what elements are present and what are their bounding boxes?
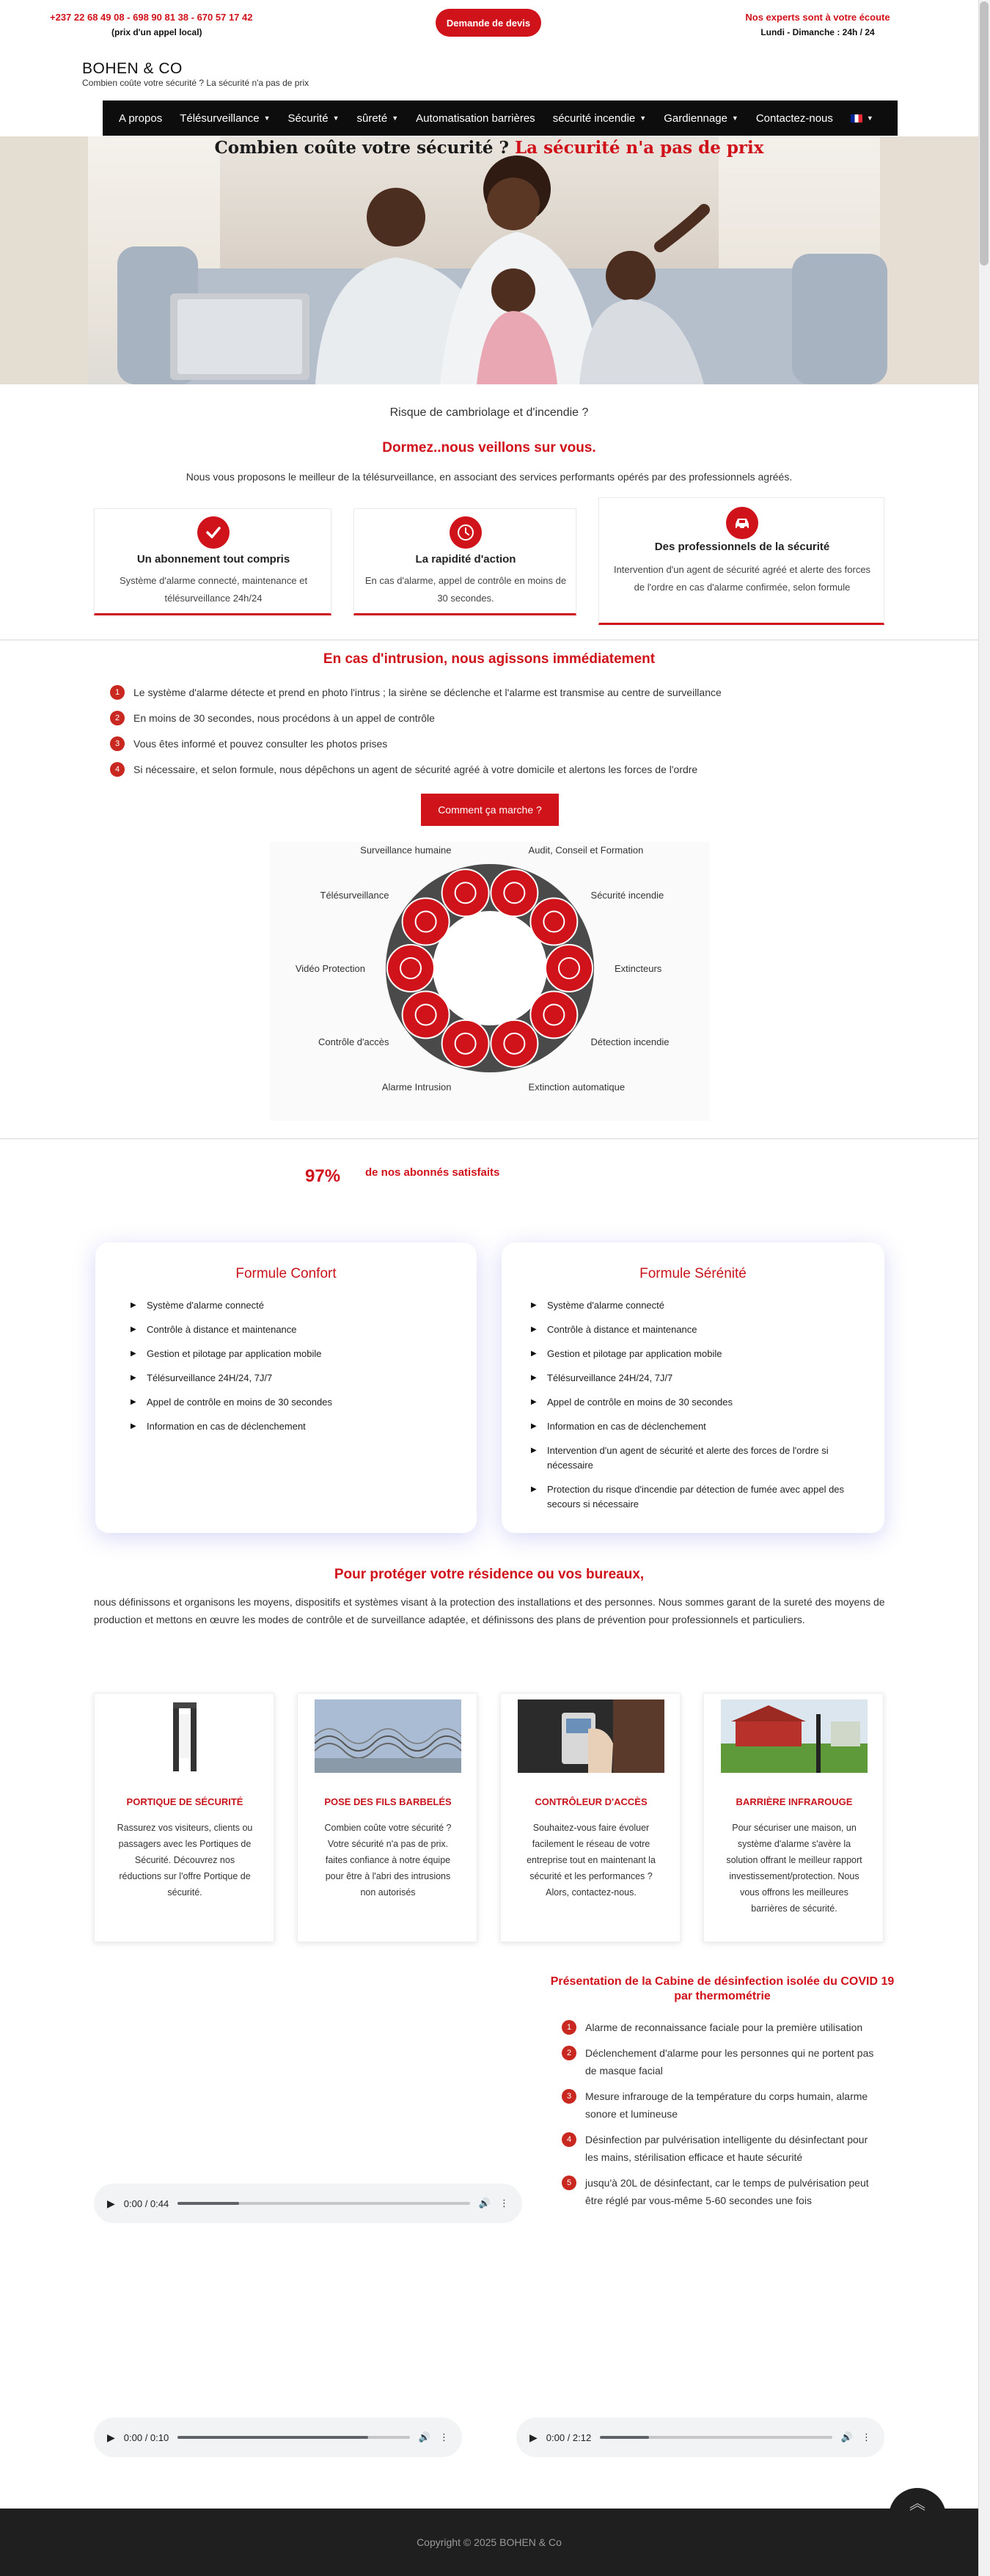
covid-item bbox=[562, 2019, 883, 2036]
item-text: Mesure infrarouge de la température du corps humain, alarme sonore et lumineuse bbox=[585, 2090, 868, 2120]
formula-item: ▶ Appel de contrôle en moins de 30 secondes bbox=[131, 1395, 453, 1410]
service-icon-circle bbox=[491, 869, 538, 916]
feature-text: Intervention d'un agent de sécurité agréé et alerte des forces de l'ordre en cas d'alarme confirmée, selon formule bbox=[613, 564, 871, 593]
caret-down-icon: ▼ bbox=[731, 114, 738, 122]
item-text: Désinfection par pulvérisation intelligente du désinfectant pour les mains, stérilisation efficace et haute sécurité bbox=[585, 2134, 868, 2163]
service-label: Télésurveillance bbox=[320, 890, 389, 901]
service-icon-circle bbox=[491, 1020, 538, 1067]
item-text: Alarme de reconnaissance faciale pour la première utilisation bbox=[585, 2021, 863, 2033]
item-number: 1 bbox=[562, 2020, 576, 2035]
product-text: Rassurez vos visiteurs, clients ou passagers avec les Portiques de Sécurité. Découvrez nos réductions sur l'offre Portique de sécurité. bbox=[117, 1823, 253, 1898]
step-text: En moins de 30 secondes, nous procédons à un appel de contrôle bbox=[133, 712, 435, 724]
product-text: Pour sécuriser une maison, un système d'alarme s'avère la solution offrant le meilleur rapport investissement/protection. Nous vous offrons les meilleures barrières de sécurité. bbox=[726, 1823, 862, 1914]
wheel-center bbox=[433, 911, 547, 1025]
formula-item: ▶ Information en cas de déclenchement bbox=[531, 1419, 868, 1434]
language-selector[interactable] bbox=[842, 100, 882, 136]
service-icon-circle bbox=[403, 991, 450, 1038]
audio-progress-fill bbox=[600, 2436, 648, 2439]
formula-list bbox=[531, 1298, 868, 1521]
formula-item: ▶ Télésurveillance 24H/24, 7J/7 bbox=[131, 1371, 453, 1386]
service-label: Vidéo Protection bbox=[295, 963, 365, 974]
product-card-portique[interactable] bbox=[94, 1693, 274, 1942]
intrusion-step bbox=[110, 762, 697, 777]
nav-item-7[interactable] bbox=[747, 100, 842, 136]
nav-item-0[interactable] bbox=[110, 100, 171, 136]
copyright-text: Copyright © 2025 BOHEN & Co bbox=[417, 2536, 562, 2548]
service-icon-circle bbox=[442, 869, 489, 916]
formula-item: ▶ Gestion et pilotage par application mobile bbox=[531, 1347, 868, 1361]
service-icon-circle bbox=[387, 945, 434, 992]
main-nav bbox=[103, 100, 898, 136]
product-title: POSE DES FILS BARBELÉS bbox=[324, 1796, 452, 1807]
service-icon-circle bbox=[442, 1020, 489, 1067]
step-number: 1 bbox=[110, 685, 125, 700]
nav-item-label: Sécurité bbox=[287, 111, 329, 125]
feature-card-subscription bbox=[94, 508, 331, 615]
access-control-image bbox=[518, 1699, 664, 1773]
covid-title: Présentation de la Cabine de désinfection isolée du COVID 19 par thermométrie bbox=[550, 1975, 895, 2002]
formula-item: ▶ Télésurveillance 24H/24, 7J/7 bbox=[531, 1371, 868, 1386]
product-card-infrared[interactable] bbox=[703, 1693, 884, 1942]
header-phones[interactable]: +237 22 68 49 08 - 698 90 81 38 - 670 57 17 42 bbox=[50, 12, 253, 23]
service-label: Extincteurs bbox=[615, 963, 662, 974]
audio-progress[interactable] bbox=[177, 2436, 410, 2439]
feature-text: Système d'alarme connecté, maintenance et télésurveillance 24h/24 bbox=[119, 575, 308, 604]
intrusion-step bbox=[110, 685, 722, 700]
feature-card-speed bbox=[353, 508, 576, 615]
double-chevron-up-icon: ︽ bbox=[909, 2494, 925, 2513]
volume-icon[interactable]: 🔊 bbox=[840, 2432, 853, 2443]
caret-down-icon: ▼ bbox=[392, 114, 399, 122]
nav-item-label: Télésurveillance bbox=[180, 111, 260, 125]
service-icon-circle bbox=[530, 991, 577, 1038]
hero-title bbox=[0, 138, 978, 158]
item-number: 4 bbox=[562, 2132, 576, 2147]
intro-headline: Dormez..nous veillons sur vous. bbox=[382, 440, 596, 455]
site-footer bbox=[0, 2509, 978, 2576]
step-number: 3 bbox=[110, 736, 125, 751]
more-options-icon[interactable]: ⋮ bbox=[862, 2432, 871, 2443]
barbed-wire-image bbox=[315, 1699, 461, 1773]
more-options-icon[interactable]: ⋮ bbox=[499, 2198, 509, 2209]
service-label: Détection incendie bbox=[590, 1036, 670, 1047]
nav-item-4[interactable] bbox=[407, 100, 544, 136]
security-gate-image bbox=[111, 1699, 258, 1773]
caret-down-icon: ▼ bbox=[332, 114, 340, 122]
clock-icon bbox=[450, 516, 482, 549]
how-it-works-button[interactable]: Comment ça marche ? bbox=[421, 794, 559, 826]
service-icon-circle bbox=[530, 899, 577, 945]
infrared-barrier-image bbox=[721, 1699, 868, 1773]
service-label: Sécurité incendie bbox=[590, 890, 664, 901]
caret-down-icon: ▼ bbox=[639, 114, 647, 122]
feature-title: Un abonnement tout compris bbox=[136, 553, 290, 566]
volume-icon[interactable]: 🔊 bbox=[418, 2432, 430, 2443]
nav-item-label: Gardiennage bbox=[664, 111, 727, 125]
feature-title: La rapidité d'action bbox=[415, 553, 516, 566]
item-number: 5 bbox=[562, 2176, 576, 2190]
service-label: Extinction automatique bbox=[528, 1081, 626, 1093]
audio-player[interactable] bbox=[94, 2184, 522, 2223]
play-icon[interactable]: ▶ bbox=[107, 2431, 115, 2443]
page-scrollbar[interactable] bbox=[978, 0, 990, 2576]
play-icon[interactable]: ▶ bbox=[529, 2431, 538, 2443]
nav-item-2[interactable] bbox=[279, 100, 348, 136]
product-title: PORTIQUE DE SÉCURITÉ bbox=[126, 1796, 243, 1807]
feature-title: Des professionnels de la sécurité bbox=[654, 541, 830, 553]
product-text: Souhaitez-vous faire évoluer facilement le réseau de votre entreprise tout en maintenant la sécurité et les performances ? Alors, contactez-nous. bbox=[527, 1823, 656, 1898]
formula-card-serenite bbox=[502, 1243, 884, 1533]
audio-time: 0:00 / 0:10 bbox=[123, 2432, 169, 2443]
hero-family-illustration bbox=[0, 136, 978, 384]
nav-item-5[interactable] bbox=[544, 100, 656, 136]
formula-item: ▶ Information en cas de déclenchement bbox=[131, 1419, 453, 1434]
step-text: Si nécessaire, et selon formule, nous dépêchons un agent de sécurité agréé à votre domicile et alertons les forces de l'ordre bbox=[133, 764, 698, 775]
covid-item bbox=[562, 2131, 883, 2166]
site-title[interactable]: BOHEN & CO bbox=[82, 60, 183, 77]
service-icon-circle bbox=[403, 899, 450, 945]
formula-item: ▶ Gestion et pilotage par application mobile bbox=[131, 1347, 453, 1361]
item-number: 2 bbox=[562, 2046, 576, 2060]
services-wheel bbox=[270, 842, 710, 1121]
step-text: Vous êtes informé et pouvez consulter les photos prises bbox=[133, 738, 388, 750]
product-title: CONTRÔLEUR D'ACCÈS bbox=[535, 1796, 648, 1807]
nav-item-label: A propos bbox=[119, 111, 163, 125]
audio-progress[interactable] bbox=[177, 2202, 470, 2205]
audio-progress-fill bbox=[177, 2202, 239, 2205]
hero-title-red: La sécurité n'a pas de prix bbox=[515, 138, 764, 158]
hero-banner bbox=[0, 136, 978, 384]
car-icon bbox=[726, 507, 758, 539]
service-label: Contrôle d'accès bbox=[318, 1036, 389, 1047]
quote-button[interactable]: Demande de devis bbox=[436, 9, 541, 37]
product-text: Combien coûte votre sécurité ? Votre sécurité n'a pas de prix. faites confiance à notre équipe pour être à l'abri des intrusions non autorisés bbox=[324, 1823, 452, 1898]
header-phones-note: (prix d'un appel local) bbox=[111, 27, 202, 37]
service-label: Surveillance humaine bbox=[360, 844, 452, 856]
formula-item: ▶ Intervention d'un agent de sécurité et alerte des forces de l'ordre si nécessaire bbox=[531, 1443, 868, 1473]
formula-item: ▶ Contrôle à distance et maintenance bbox=[531, 1322, 868, 1337]
step-number: 2 bbox=[110, 711, 125, 725]
more-options-icon[interactable]: ⋮ bbox=[439, 2432, 449, 2443]
audio-progress[interactable] bbox=[600, 2436, 832, 2439]
formula-list bbox=[131, 1298, 453, 1443]
audio-player[interactable] bbox=[94, 2418, 462, 2457]
protect-title: Pour protéger votre résidence ou vos bureaux, bbox=[334, 1567, 645, 1582]
intrusion-title: En cas d'intrusion, nous agissons immédiatement bbox=[323, 651, 656, 667]
feature-card-professionals bbox=[598, 497, 884, 625]
hero-title-black: Combien coûte votre sécurité ? bbox=[214, 138, 509, 158]
formula-item: ▶ Protection du risque d'incendie par détection de fumée avec appel des secours si nécessaire bbox=[531, 1482, 868, 1512]
nav-item-3[interactable] bbox=[348, 100, 407, 136]
intrusion-step bbox=[110, 736, 387, 751]
nav-item-1[interactable] bbox=[171, 100, 279, 136]
volume-icon[interactable]: 🔊 bbox=[478, 2198, 491, 2209]
formula-item: ▶ Appel de contrôle en moins de 30 secondes bbox=[531, 1395, 868, 1410]
service-icon-circle bbox=[546, 945, 593, 992]
product-card-barbed-wire[interactable] bbox=[297, 1693, 477, 1942]
play-icon[interactable]: ▶ bbox=[107, 2197, 115, 2209]
site-tagline: Combien coûte votre sécurité ? La sécurité n'a pas de prix bbox=[82, 78, 309, 88]
nav-item-label: Contactez-nous bbox=[755, 111, 833, 125]
intro-question: Risque de cambriolage et d'incendie ? bbox=[389, 406, 589, 419]
formula-item: ▶ Système d'alarme connecté bbox=[131, 1298, 453, 1313]
step-text: Le système d'alarme détecte et prend en photo l'intrus ; la sirène se déclenche et l'alarme est transmise au centre de surveillance bbox=[133, 687, 722, 698]
nav-item-label: Automatisation barrières bbox=[416, 111, 535, 125]
formula-item: ▶ Système d'alarme connecté bbox=[531, 1298, 868, 1313]
formula-title: Formule Sérénité bbox=[639, 1266, 747, 1281]
audio-progress-fill bbox=[177, 2436, 368, 2439]
caret-down-icon: ▼ bbox=[866, 114, 873, 122]
nav-item-label: sécurité incendie bbox=[552, 111, 636, 125]
protect-text: nous définissons et organisons les moyens, dispositifs et systèmes visant à la protection des installations et des personnes. Nous sommes garant de la sureté des moyens de production et mettons en œuvre les modes de contrôle et de surveillance adaptée, et définissons des plans de prévention pour professionnels et particuliers. bbox=[94, 1596, 885, 1625]
product-card-access-control[interactable] bbox=[500, 1693, 681, 1942]
item-text: Déclenchement d'alarme pour les personnes qui ne portent pas de masque facial bbox=[585, 2047, 874, 2076]
nav-item-label: sûreté bbox=[356, 111, 388, 125]
covid-item bbox=[562, 2174, 883, 2209]
audio-time: 0:00 / 2:12 bbox=[546, 2432, 592, 2443]
item-text: jusqu'à 20L de désinfectant, car le temps de pulvérisation peut être réglé par vous-même 5-60 secondes une fois bbox=[585, 2177, 869, 2206]
scrollbar-thumb[interactable] bbox=[980, 1, 989, 266]
satisfaction-label: de nos abonnés satisfaits bbox=[365, 1166, 500, 1179]
satisfaction-percent: 97% bbox=[305, 1166, 341, 1186]
service-label: Audit, Conseil et Formation bbox=[528, 844, 644, 856]
covid-item bbox=[562, 2044, 883, 2079]
scroll-to-top-button[interactable] bbox=[889, 2488, 946, 2517]
audio-time: 0:00 / 0:44 bbox=[123, 2198, 169, 2209]
item-number: 3 bbox=[562, 2089, 576, 2104]
covid-item bbox=[562, 2087, 883, 2123]
check-icon bbox=[197, 516, 230, 549]
nav-item-6[interactable] bbox=[655, 100, 747, 136]
intrusion-step bbox=[110, 711, 435, 725]
step-number: 4 bbox=[110, 762, 125, 777]
formula-title: Formule Confort bbox=[235, 1266, 337, 1281]
feature-text: En cas d'alarme, appel de contrôle en moins de 30 secondes. bbox=[364, 575, 567, 604]
caret-down-icon: ▼ bbox=[263, 114, 271, 122]
product-title: BARRIÈRE INFRAROUGE bbox=[736, 1796, 853, 1807]
experts-title: Nos experts sont à votre écoute bbox=[745, 12, 890, 23]
section-divider bbox=[0, 1138, 978, 1139]
french-flag-icon bbox=[851, 114, 862, 122]
intro-text: Nous vous proposons le meilleur de la télésurveillance, en associant des services performants opérés par des professionnels agréés. bbox=[186, 471, 793, 483]
service-label: Alarme Intrusion bbox=[381, 1081, 452, 1093]
experts-hours: Lundi - Dimanche : 24h / 24 bbox=[760, 27, 875, 37]
audio-player[interactable] bbox=[516, 2418, 884, 2457]
formula-card-confort bbox=[95, 1243, 477, 1533]
formula-item: ▶ Contrôle à distance et maintenance bbox=[131, 1322, 453, 1337]
